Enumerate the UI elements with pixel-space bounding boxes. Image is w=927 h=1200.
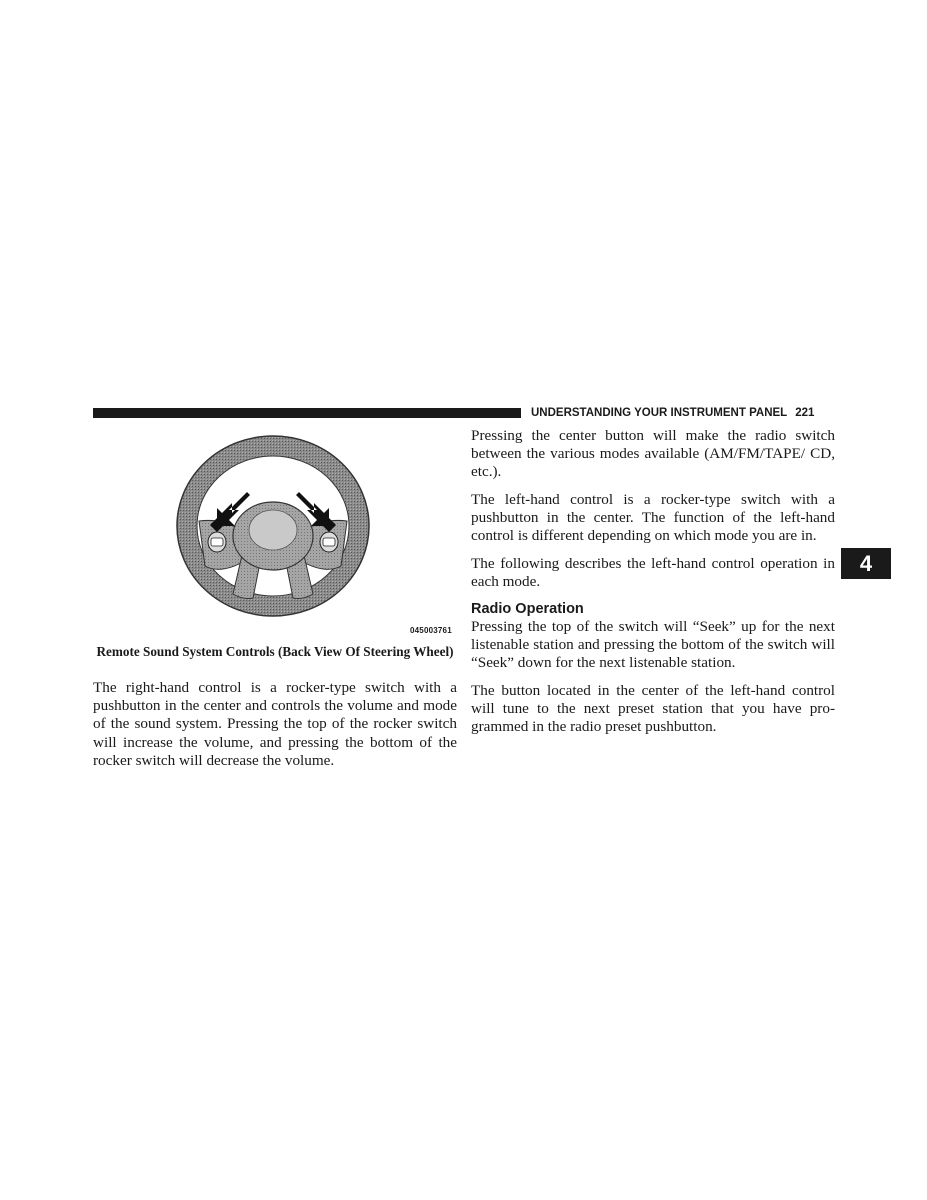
steering-wheel-figure xyxy=(93,426,457,640)
section-heading: Radio Operation xyxy=(471,601,584,617)
right-paragraph-3: The following describes the left-hand control operation in each mode. xyxy=(471,555,835,591)
header-rule xyxy=(93,408,521,418)
right-paragraph-1: Pressing the center button will make the radio switch between the various modes available (AM/FM/TAPE/ CD, etc.). xyxy=(471,427,835,481)
section-title: UNDERSTANDING YOUR INSTRUMENT PANEL xyxy=(531,407,788,419)
steering-wheel-icon xyxy=(93,426,457,640)
page-number: 221 xyxy=(795,407,815,419)
figure-code: 045003761 xyxy=(410,626,452,635)
radio-paragraph-2: The button located in the center of the left-hand control will tune to the next preset station that you have pro- grammed in the radio preset pushbutton. xyxy=(471,682,835,736)
right-paragraph-2: The left-hand control is a rocker-type switch with a pushbutton in the center. The function of the left-hand control is different depending on which mode you are in. xyxy=(471,491,835,545)
radio-paragraph-1: Pressing the top of the switch will “Seek” up for the next listenable station and pressing the bottom of the switch will “Seek” down for the next listenable station. xyxy=(471,618,835,672)
running-header xyxy=(531,406,836,420)
left-paragraph-1: The right-hand control is a rocker-type switch with a pushbutton in the center and controls the volume and mode of the sound system. Pressing the top of the rocker switch will increase the volume, and pressing the bottom of the rocker switch will decrease the volume. xyxy=(93,679,457,769)
figure-caption: Remote Sound System Controls (Back View Of Steering Wheel) xyxy=(96,644,454,659)
chapter-tab: 4 xyxy=(841,548,891,579)
